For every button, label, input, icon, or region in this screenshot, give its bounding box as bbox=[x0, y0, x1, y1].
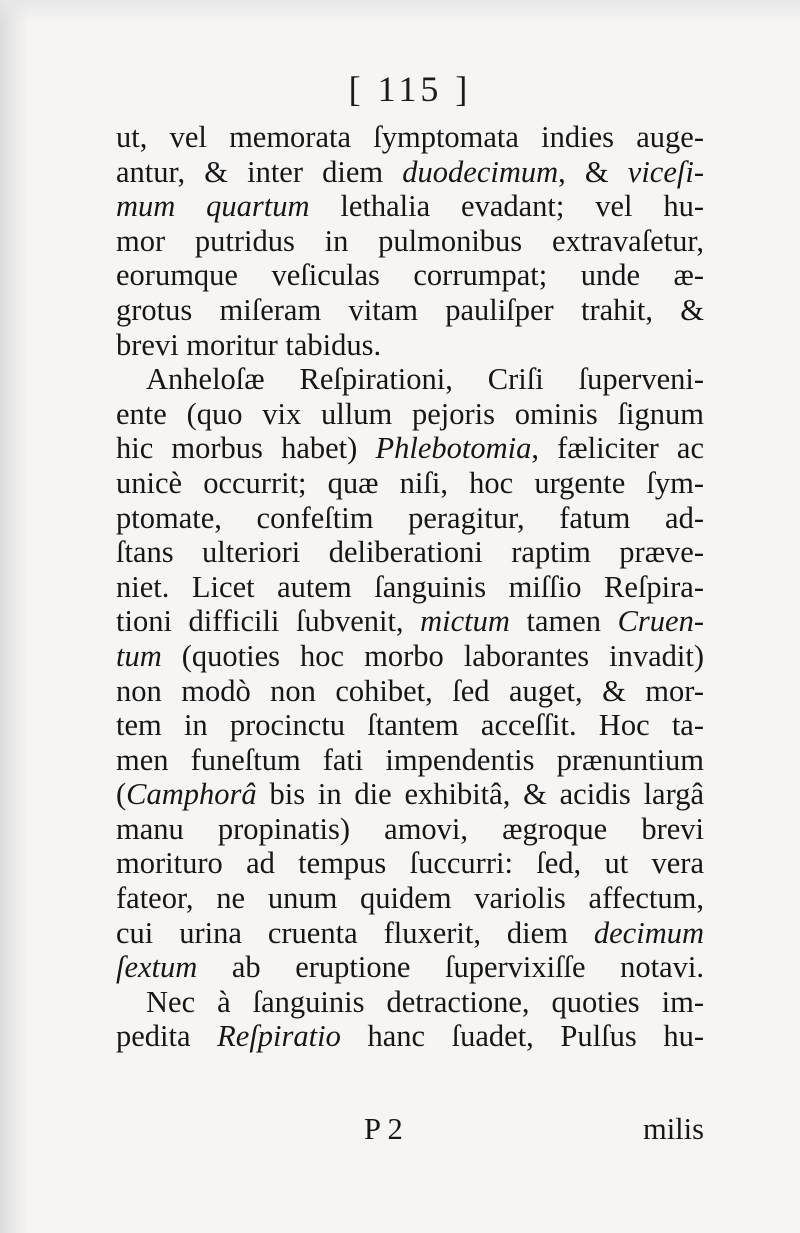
text-line bbox=[116, 293, 704, 328]
text-segment: hic morbus habet) bbox=[116, 431, 376, 466]
body-text bbox=[116, 120, 704, 1054]
text-segment: ab eruptione ſupervixiſſe notavi. bbox=[197, 950, 704, 985]
text-segment: cui urina cruenta fluxerit, diem bbox=[116, 915, 594, 950]
text-segment: lethalia evadant; vel hu- bbox=[309, 189, 704, 224]
text-segment: hanc ſuadet, Pulſus hu- bbox=[340, 1019, 704, 1054]
text-segment: , fæliciter ac bbox=[531, 431, 705, 466]
text-line bbox=[116, 708, 704, 743]
text-segment: niet. Licet autem ſanguinis miſſio Reſpira- bbox=[116, 569, 704, 604]
text-segment: ( bbox=[116, 777, 127, 812]
italic-text: duodecimum bbox=[402, 154, 559, 189]
catchword: milis bbox=[642, 1112, 704, 1146]
text-segment: men funeſtum fati impendentis prænuntium bbox=[116, 742, 704, 777]
text-segment: Anheloſæ Reſpirationi, Criſi ſuperveni- bbox=[146, 362, 704, 397]
page-number: [ 115 ] bbox=[348, 69, 472, 109]
text-segment: manu propinatis) amovi, ægroque brevi bbox=[116, 811, 704, 846]
text-line bbox=[116, 916, 704, 951]
italic-text: decimum bbox=[593, 915, 704, 950]
page-footer bbox=[116, 1112, 704, 1152]
text-segment: pedita bbox=[116, 1019, 218, 1054]
italic-text: Camphorâ bbox=[126, 777, 257, 812]
text-line bbox=[116, 777, 704, 812]
text-segment: ente (quo vix ullum pejoris ominis ſignum bbox=[116, 396, 704, 431]
text-line bbox=[116, 1019, 704, 1054]
text-segment: eorumque veſiculas corrumpat; unde æ- bbox=[116, 258, 704, 293]
text-segment: morituro ad tempus ſuccurri: ſed, ut vera bbox=[116, 846, 704, 881]
text-segment: unicè occurrit; quæ niſi, hoc urgente ſym- bbox=[116, 465, 704, 500]
italic-text: mictum bbox=[420, 604, 510, 639]
text-segment: brevi moritur tabidus. bbox=[116, 327, 382, 362]
text-line bbox=[116, 812, 704, 847]
text-segment: tamen bbox=[509, 604, 618, 639]
text-segment: (quoties hoc morbo laborantes invadit) bbox=[161, 638, 704, 673]
text-line bbox=[116, 155, 704, 190]
text-segment: tioni difficili ſubvenit, bbox=[116, 604, 421, 639]
text-line bbox=[116, 362, 704, 397]
page-top-shadow bbox=[0, 0, 800, 22]
text-line bbox=[116, 328, 704, 363]
text-line bbox=[116, 397, 704, 432]
signature-mark: P 2 bbox=[364, 1112, 403, 1146]
text-segment: ut, vel memorata ſymptomata indies auge- bbox=[116, 120, 704, 154]
text-line bbox=[116, 846, 704, 881]
text-segment: Nec à ſanguinis detractione, quoties im- bbox=[146, 984, 704, 1019]
italic-text: tum bbox=[116, 638, 162, 673]
italic-text: Cruen- bbox=[617, 604, 704, 639]
text-segment: non modò non cohibet, ſed auget, & mor- bbox=[116, 673, 704, 708]
text-segment: antur, & inter diem bbox=[116, 154, 403, 189]
text-line bbox=[116, 674, 704, 709]
text-line bbox=[116, 570, 704, 605]
text-line bbox=[116, 950, 704, 985]
text-segment: fateor, ne unum quidem variolis affectum, bbox=[116, 881, 704, 916]
text-segment: ptomate, confeſtim peragitur, fatum ad- bbox=[116, 500, 704, 535]
text-line bbox=[116, 431, 704, 466]
text-line bbox=[116, 120, 704, 155]
text-line bbox=[116, 639, 704, 674]
text-segment: , & bbox=[558, 154, 628, 189]
text-line bbox=[116, 501, 704, 536]
italic-text: Phlebotomia bbox=[375, 431, 532, 466]
italic-text: Reſpiratio bbox=[217, 1019, 341, 1054]
text-line bbox=[116, 985, 704, 1020]
text-segment: bis in die exhibitâ, & acidis largâ bbox=[256, 777, 704, 812]
italic-text: ſextum bbox=[116, 950, 198, 985]
text-line bbox=[116, 224, 704, 259]
text-line bbox=[116, 881, 704, 916]
italic-text: mum quartum bbox=[116, 189, 310, 224]
text-line bbox=[116, 604, 704, 639]
text-segment: mor putridus in pulmonibus extravaſetur, bbox=[116, 223, 704, 258]
text-line bbox=[116, 535, 704, 570]
text-line bbox=[116, 189, 704, 224]
text-segment: tem in procinctu ſtantem acceſſit. Hoc ta- bbox=[116, 708, 704, 743]
text-line bbox=[116, 743, 704, 778]
text-segment: ſtans ulteriori deliberationi raptim præve- bbox=[116, 535, 704, 570]
text-line bbox=[116, 466, 704, 501]
text-line bbox=[116, 258, 704, 293]
text-segment: grotus miſeram vitam pauliſper trahit, & bbox=[116, 292, 704, 327]
italic-text: viceſi- bbox=[627, 154, 704, 189]
page-gutter-shadow bbox=[0, 0, 28, 1233]
